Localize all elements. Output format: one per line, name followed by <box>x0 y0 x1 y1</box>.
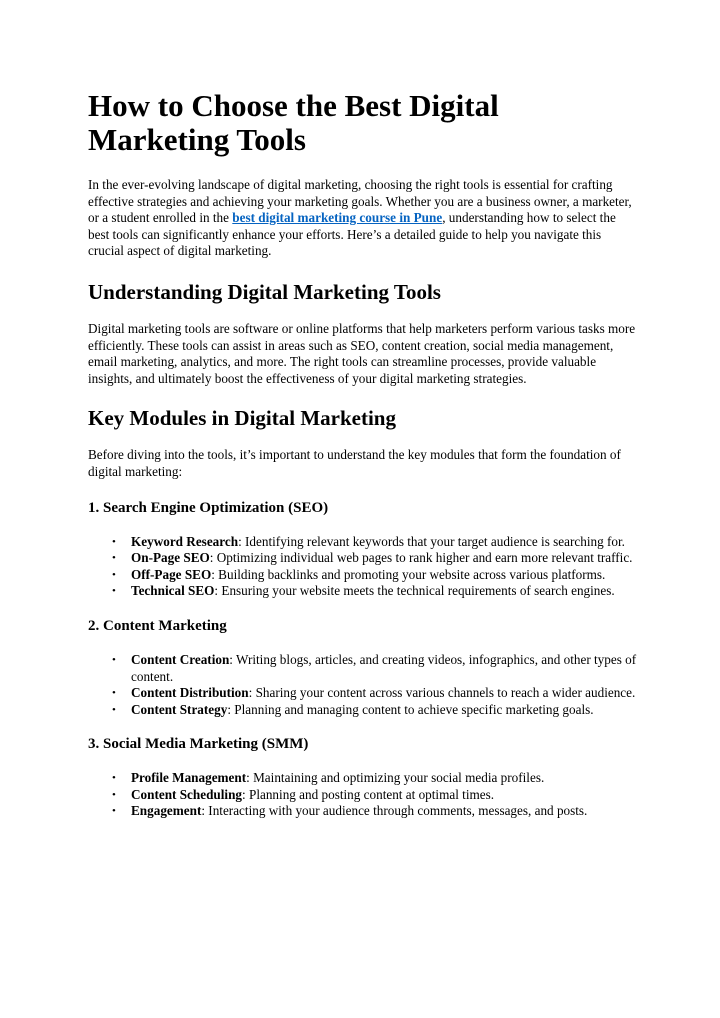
list-item-term: Profile Management <box>131 770 247 786</box>
list-item-desc: : Maintaining and optimizing your social media profiles. <box>246 770 545 786</box>
list-item <box>88 550 640 567</box>
course-link[interactable]: best digital marketing course in Pune <box>232 210 443 226</box>
list-item-term: Content Creation <box>131 651 230 667</box>
content-marketing-list <box>88 652 640 718</box>
subheading-seo: 1. Search Engine Optimization (SEO) <box>88 499 329 516</box>
seo-list <box>88 534 640 600</box>
list-item-term: Technical SEO <box>131 583 215 599</box>
list-item-desc: : Optimizing individual web pages to rank higher and earn more relevant traffic. <box>209 550 633 566</box>
list-item-desc: : Building backlinks and promoting your website across various platforms. <box>211 566 606 582</box>
list-item-desc: : Sharing your content across various channels to reach a wider audience. <box>248 685 636 701</box>
bullet-icon: • <box>112 552 116 565</box>
list-item-desc: : Planning and managing content to achieve specific marketing goals. <box>227 701 594 717</box>
list-item-term: Off-Page SEO <box>131 566 212 582</box>
list-item-term: Content Distribution <box>131 685 249 701</box>
list-item <box>88 583 640 600</box>
list-item <box>88 652 640 685</box>
list-item <box>88 534 640 551</box>
section-heading-understanding: Understanding Digital Marketing Tools <box>88 279 441 304</box>
bullet-icon: • <box>112 653 116 666</box>
intro-text-after-link: , understanding how to select the best tools can significantly enhance your efforts. Here’s a detailed guide to help you navigate this crucial aspect of digital marketing. <box>88 210 616 259</box>
subheading-social-media-marketing: 3. Social Media Marketing (SMM) <box>88 736 309 753</box>
document-page <box>88 0 640 820</box>
list-item-term: On-Page SEO <box>131 550 210 566</box>
page-title: How to Choose the Best Digital Marketing Tools <box>88 88 499 157</box>
bullet-icon: • <box>112 788 116 801</box>
subheading-content-marketing: 2. Content Marketing <box>88 617 227 634</box>
list-item <box>88 787 640 804</box>
list-item-desc: : Planning and posting content at optimal times. <box>242 786 495 802</box>
bullet-icon: • <box>112 805 116 818</box>
modules-paragraph: Before diving into the tools, it’s important to understand the key modules that form the foundation of digital marketing: <box>88 447 621 479</box>
list-item-term: Content Scheduling <box>131 786 243 802</box>
bullet-icon: • <box>112 703 116 716</box>
bullet-icon: • <box>112 772 116 785</box>
intro-paragraph <box>88 177 640 260</box>
social-media-list <box>88 770 640 820</box>
list-item <box>88 702 640 719</box>
list-item <box>88 567 640 584</box>
list-item <box>88 770 640 787</box>
list-item-term: Keyword Research <box>131 533 239 549</box>
list-item-desc: : Interacting with your audience through comments, messages, and posts. <box>201 803 588 819</box>
list-item-term: Engagement <box>131 803 202 819</box>
bullet-icon: • <box>112 535 116 548</box>
list-item-desc: : Ensuring your website meets the technical requirements of search engines. <box>214 583 615 599</box>
section-heading-modules: Key Modules in Digital Marketing <box>88 406 396 431</box>
bullet-icon: • <box>112 568 116 581</box>
list-item-desc: : Identifying relevant keywords that your target audience is searching for. <box>238 533 625 549</box>
understanding-paragraph: Digital marketing tools are software or online platforms that help marketers perform various tasks more efficiently. These tools can assist in areas such as SEO, content creation, social media management, email marketing, analytics, and more. The right tools can streamline processes, provide valuable insights, and ultimately boost the effectiveness of your digital marketing strategies. <box>88 320 636 386</box>
list-item-desc: : Writing blogs, articles, and creating videos, infographics, and other types of content. <box>131 651 637 684</box>
intro-text-before-link: In the ever-evolving landscape of digital marketing, choosing the right tools is essential for crafting effective strategies and achieving your marketing goals. Whether you are a business owner, a marketer, or a student enrolled in the <box>88 177 632 226</box>
bullet-icon: • <box>112 585 116 598</box>
list-item <box>88 803 640 820</box>
list-item <box>88 685 640 702</box>
list-item-term: Content Strategy <box>131 701 228 717</box>
bullet-icon: • <box>112 687 116 700</box>
